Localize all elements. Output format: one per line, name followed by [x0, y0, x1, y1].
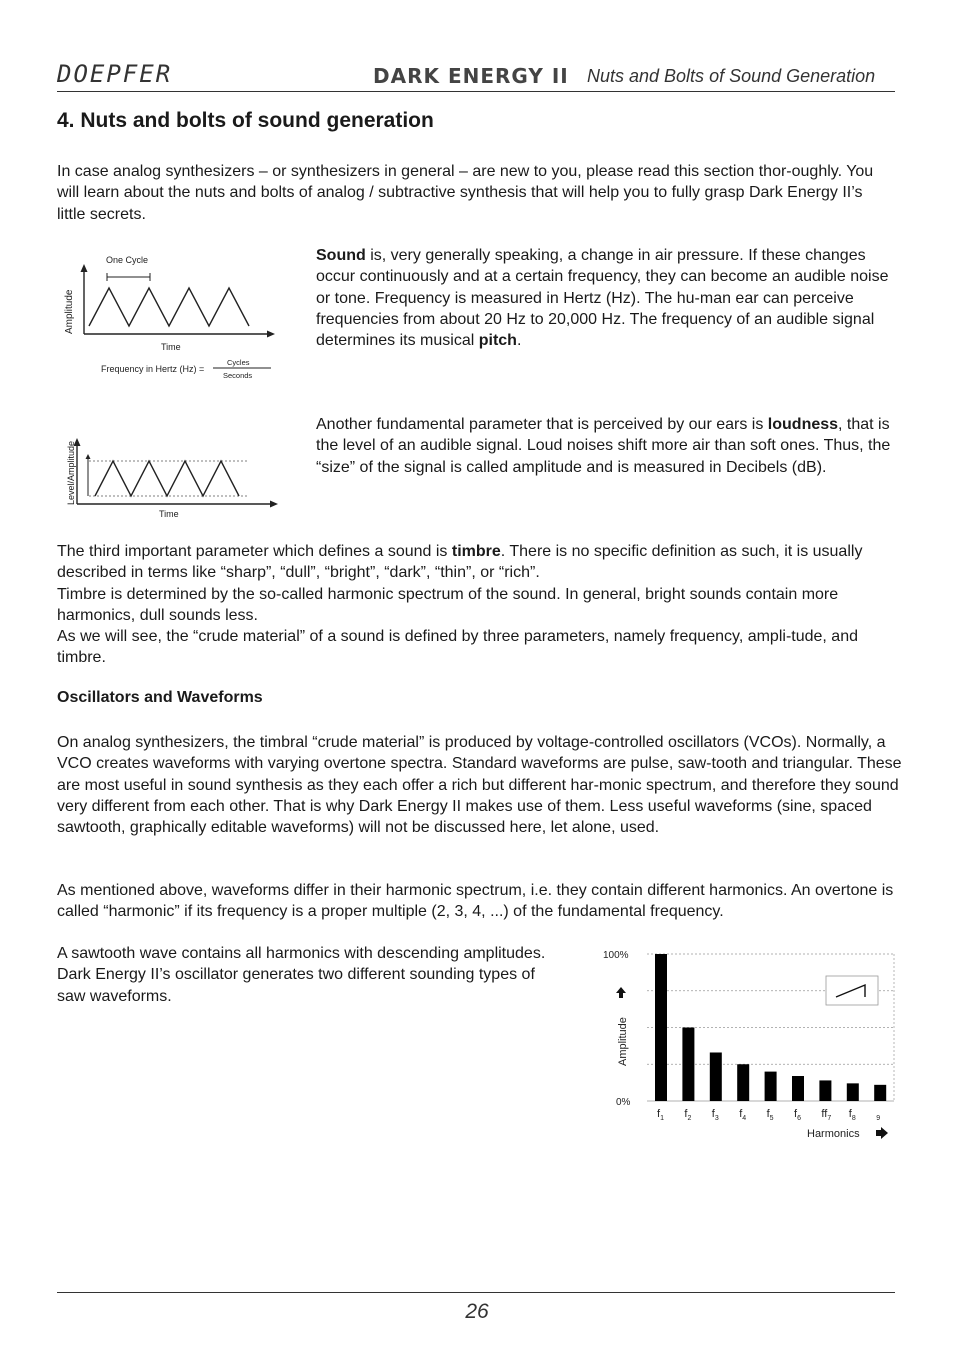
header-rule: [57, 91, 895, 92]
fig2-ylabel: Level/Amplitude: [66, 440, 76, 505]
triangle-waveform: [89, 288, 249, 326]
bar-f7: [819, 1080, 831, 1101]
tick-f4: $f_4$: [739, 1108, 747, 1122]
doepfer-logo: DOEPFER: [57, 60, 173, 88]
amplitude-diagram: [57, 432, 287, 524]
intro-paragraph: In case analog synthesizers – or synthesizers in general – are new to you, please read this section thor-oughly. You will learn about the nuts and bolts of analog / subtractive synthesis that will help you to fully grasp Dark Energy II’s little secrets.: [57, 163, 874, 223]
fig2-xlabel: Time: [159, 509, 179, 519]
formula-numerator: Cycles: [227, 358, 250, 367]
page-number: 26: [465, 1300, 489, 1323]
tick-f5: $f_5$: [766, 1108, 774, 1122]
fig1-xlabel: Time: [161, 342, 181, 352]
bar-f9: [874, 1085, 886, 1101]
oscillators-paragraph: On analog synthesizers, the timbral “crude material” is produced by voltage-controlled oscillators (VCOs). Normally, a VCO creates waveforms with varying overtone spectra. Standard waveforms are pulse, saw-tooth and triangular. These are most useful in sound synthesis as they each offer a rich but different har-monic spectrum, and therefore they sound very different from each other. That is why Dark Energy II makes use of them. Less useful waveforms (sine, spaced sawtooth, graphically editable waveforms) will not be discussed here, let alone, used.: [57, 734, 902, 837]
bar-f2: [682, 1028, 694, 1102]
chart-tick-labels: [657, 1108, 880, 1122]
oscillators-heading: Oscillators and Waveforms: [57, 689, 263, 706]
pitch-term: pitch: [478, 332, 517, 350]
bar-f8: [847, 1083, 859, 1101]
loudness-paragraph: Another fundamental parameter that is perceived by our ears is loudness, that is the level of an audible signal. Loud noises shift more air than soft ones. Thus, the “size” of the signal is called amplitude and is measured in Decibels (dB).: [316, 416, 891, 476]
x-axis-arrow-icon: [267, 331, 275, 338]
x-axis-arrow-icon: [270, 501, 278, 508]
header-section-title: Nuts and Bolts of Sound Generation: [587, 66, 876, 86]
timbre-paragraph: The third important parameter which defines a sound is timbre. There is no specific definition as such, it is usually described in terms like “sharp”, “dull”, “bright”, “dark”, “thin”, or “rich”. Timbre is determined by the so-called harmonic spectrum of the sound. In general, bright sounds contain more harmonics, dull sounds less. As we will see, the “crude material” of a sound is defined by three parameters, namely frequency, ampli-tude, and timbre.: [57, 543, 863, 667]
bar-f4: [737, 1064, 749, 1101]
chart-ylabel: Amplitude: [617, 1017, 629, 1066]
y-axis-arrow-icon: [81, 264, 88, 272]
loudness-term: loudness: [767, 416, 839, 433]
timbre-term: timbre: [451, 543, 501, 560]
formula-denominator: Seconds: [223, 371, 253, 380]
fig1-ylabel: Amplitude: [64, 289, 75, 334]
sound-paragraph: Sound is, very generally speaking, a change in air pressure. If these changes occur continuously and at a certain frequency, they can become an audible noise or tone. Frequency is measured in Hertz (Hz). The hu-man ear can perceive frequencies from about 20 Hz to 20,000 Hz. The frequency of an audible signal determines its musical pitch.: [316, 247, 889, 350]
sound-term: Sound: [316, 247, 366, 264]
up-arrow-icon: [616, 987, 626, 998]
tick-f7: $ff_7$: [821, 1108, 832, 1122]
tick-f8: $f_8$: [848, 1108, 856, 1122]
product-name: DARK ENERGY II: [373, 64, 569, 88]
footer-rule: [57, 1292, 895, 1293]
triangle-waveform: [95, 461, 239, 496]
ytick-100: 100%: [603, 950, 629, 961]
ytick-0: 0%: [616, 1097, 631, 1108]
tick-f2: $f_2$: [684, 1108, 692, 1122]
bar-f6: [792, 1076, 804, 1101]
tick-f3: $f_3$: [711, 1108, 719, 1122]
bar-f1: [655, 954, 667, 1101]
tick-f6: $f_6$: [794, 1108, 801, 1122]
right-arrow-icon: [876, 1127, 888, 1139]
sawtooth-paragraph: A sawtooth wave contains all harmonics with descending amplitudes. Dark Energy II’s oscillator generates two different sounding types of saw waveforms.: [57, 945, 546, 1005]
sawtooth-spectrum-chart: [590, 940, 900, 1145]
bar-f5: [765, 1072, 777, 1101]
formula-label: Frequency in Hertz (Hz) =: [101, 364, 205, 374]
bar-f3: [710, 1052, 722, 1101]
one-cycle-label: One Cycle: [106, 255, 149, 265]
frequency-diagram: [57, 246, 287, 386]
tick-f9: 9: [876, 1115, 881, 1122]
tick-f1: $f_1$: [657, 1108, 664, 1122]
harmonics-paragraph: As mentioned above, waveforms differ in their harmonic spectrum, i.e. they contain different harmonics. An overtone is called “harmonic” if its frequency is a proper multiple (2, 3, 4, ...) of the fundamental frequency.: [57, 882, 894, 921]
amplitude-arrow-icon: [86, 454, 91, 459]
chart-xlabel: Harmonics: [807, 1128, 860, 1140]
chapter-title: 4. Nuts and bolts of sound generation: [57, 109, 434, 132]
